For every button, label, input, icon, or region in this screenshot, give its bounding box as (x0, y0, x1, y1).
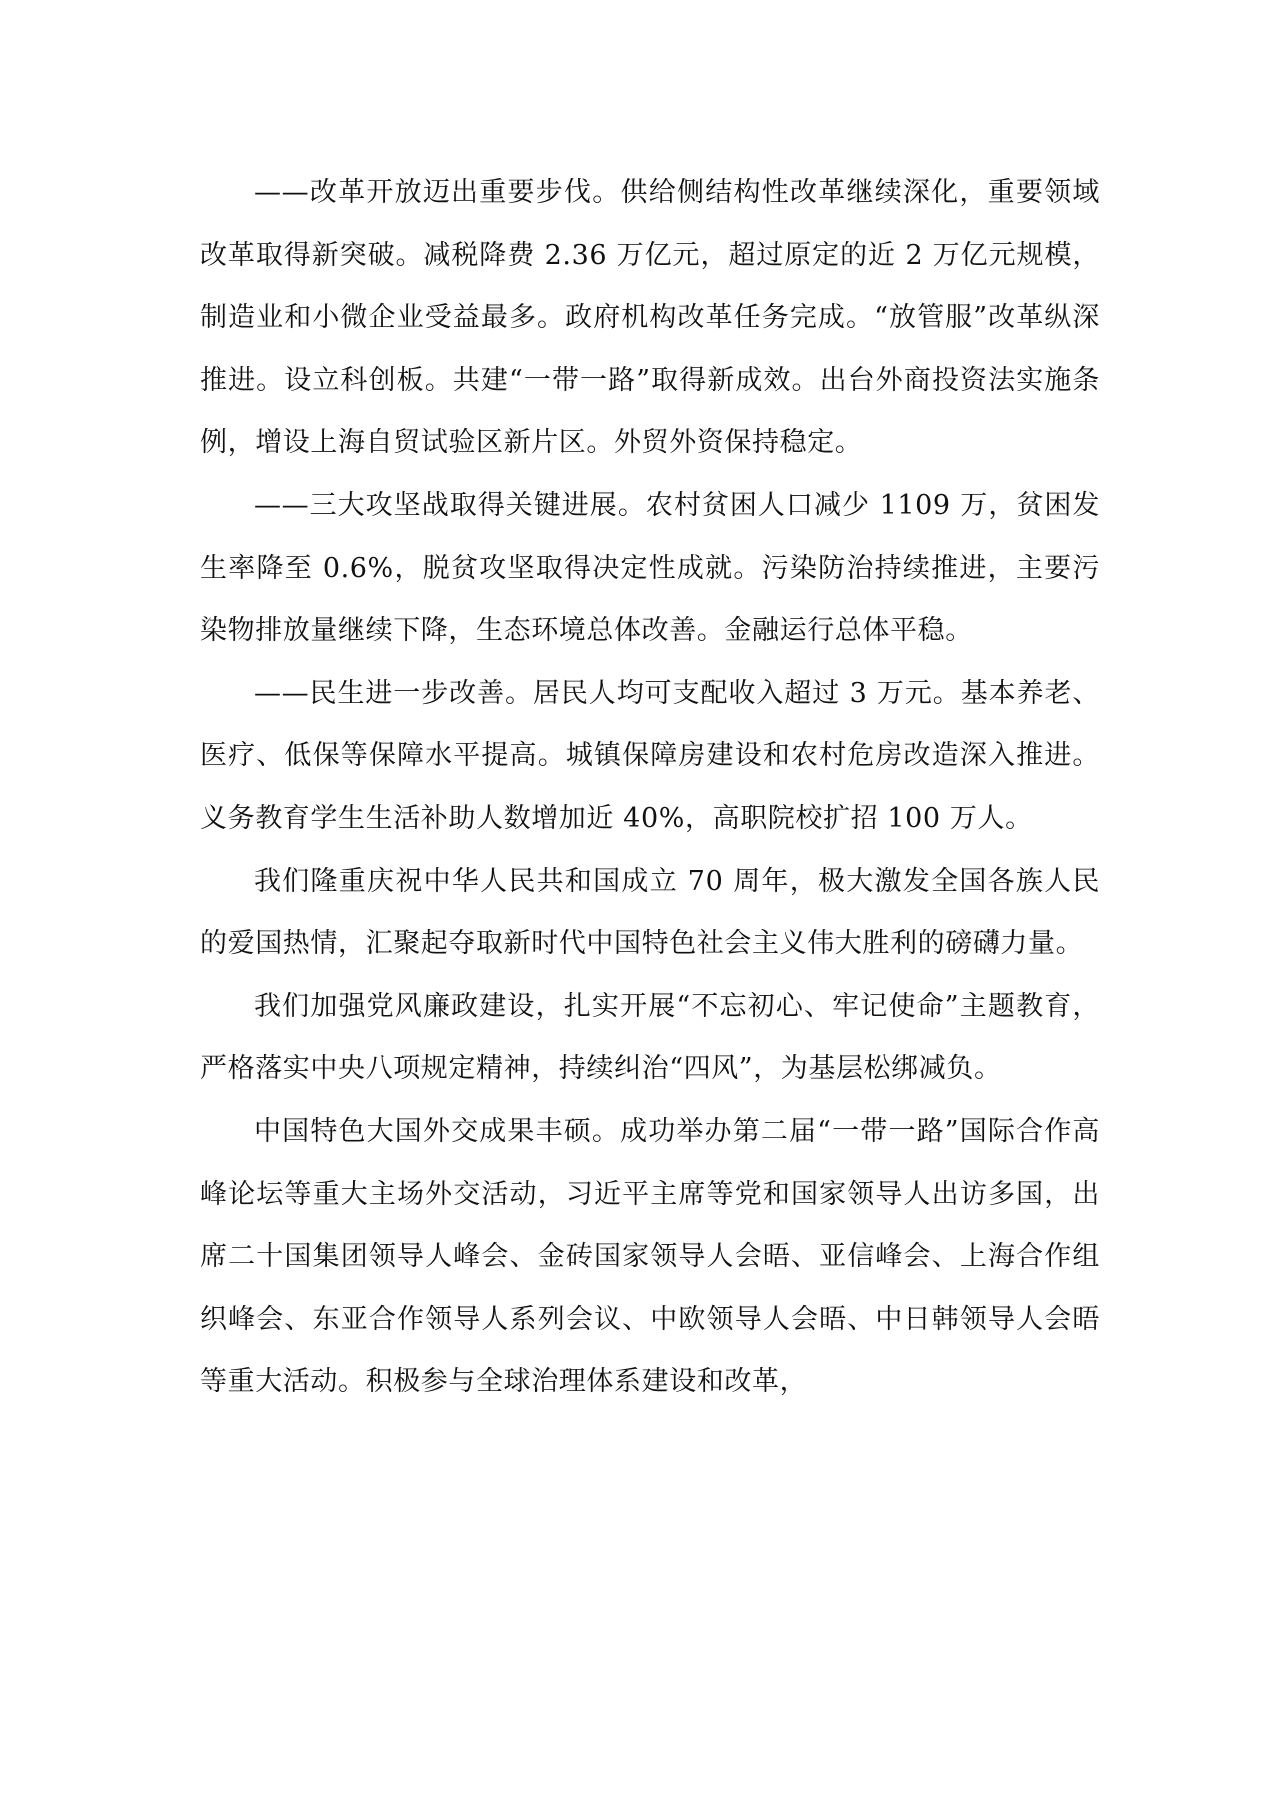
paragraph-reform-opening: ——改革开放迈出重要步伐。供给侧结构性改革继续深化，重要领域改革取得新突破。减税降费 2.36 万亿元，超过原定的近 2 万亿元规模，制造业和小微企业受益最多。政府机构改革任务完成。“放管服”改革纵深推进。设立科创板。共建“一带一路”取得新成效。出台外商投资法实施条例，增设上海自贸试验区新片区。外贸外资保持稳定。 (200, 177, 1100, 459)
paragraph-diplomacy: 中国特色大国外交成果丰硕。成功举办第二届“一带一路”国际合作高峰论坛等重大主场外交活动，习近平主席等党和国家领导人出访多国，出席二十国集团领导人峰会、金砖国家领导人会晤、亚信峰会、上海合作组织峰会、东亚合作领导人系列会议、中欧领导人会晤、中日韩领导人会晤等重大活动。积极参与全球治理体系建设和改革， (200, 1115, 1100, 1398)
paragraph-livelihood: ——民生进一步改善。居民人均可支配收入超过 3 万元。基本养老、医疗、低保等保障水平提高。城镇保障房建设和农村危房改造深入推进。义务教育学生生活补助人数增加近 40%，高职院校扩招 100 万人。 (200, 677, 1100, 834)
paragraph-party-conduct: 我们加强党风廉政建设，扎实开展“不忘初心、牢记使命”主题教育，严格落实中央八项规定精神，持续纠治“四风”，为基层松绑减负。 (200, 990, 1100, 1085)
document-body (200, 162, 1100, 1414)
paragraph-70th-anniversary: 我们隆重庆祝中华人民共和国成立 70 周年，极大激发全国各族人民的爱国热情，汇聚起夺取新时代中国特色社会主义伟大胜利的磅礴力量。 (200, 865, 1100, 960)
paragraph-three-battles: ——三大攻坚战取得关键进展。农村贫困人口减少 1109 万，贫困发生率降至 0.6%，脱贫攻坚取得决定性成就。污染防治持续推进，主要污染物排放量继续下降，生态环境总体改善。金融运行总体平稳。 (200, 489, 1100, 647)
